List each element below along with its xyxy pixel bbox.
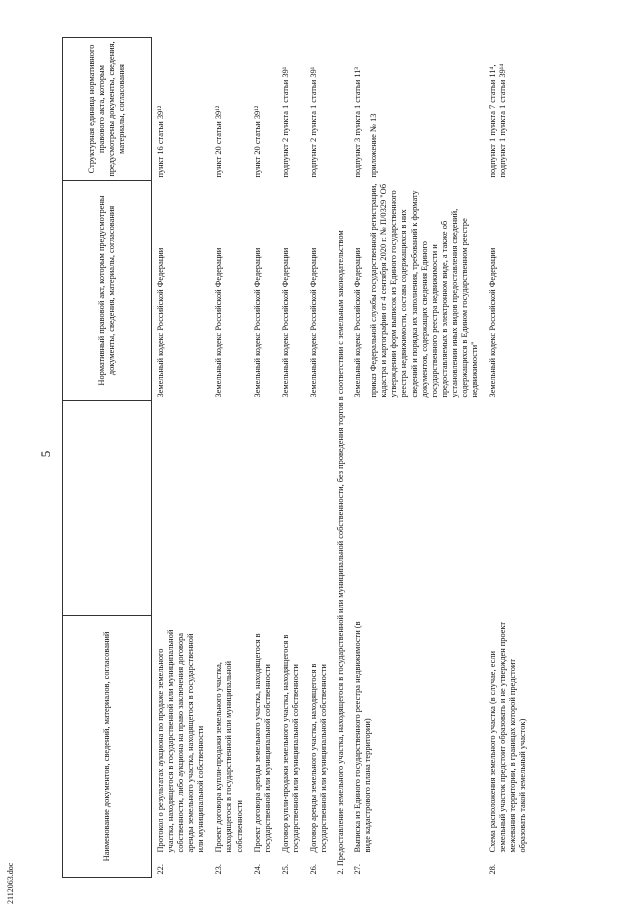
row-number: 23. xyxy=(214,864,224,875)
header-name: Наименование документов, сведений, материалов, согласований xyxy=(63,616,152,878)
row-number: 22. xyxy=(156,864,165,875)
row-number: 26. xyxy=(308,864,318,875)
row-act: Земельный кодекс Российской Федерации xyxy=(214,247,224,398)
row-number: 28. xyxy=(488,864,498,875)
row-unit: пункт 20 статьи 39¹² xyxy=(252,105,262,178)
table-row xyxy=(152,38,211,878)
footer-filename xyxy=(4,862,32,904)
row-act xyxy=(349,181,484,401)
row-act: Земельный кодекс Российской Федерации xyxy=(252,247,262,398)
header-act: Нормативный правовой акт, которым предусмотрены документы, сведения, материалы, согласования xyxy=(63,181,152,401)
page-number: 5 xyxy=(38,450,53,458)
row-act: Земельный кодекс Российской Федерации xyxy=(156,247,165,398)
rotated-table-container xyxy=(62,38,610,878)
header-unit: Структурная единица нормативного правового акта, которым предусмотрены документы, сведения, материалы, согласования xyxy=(63,38,152,181)
row-name: Проект договора купли-продажи земельного участка, находящегося в государственной или муниципальной собственности xyxy=(214,661,244,853)
table-row xyxy=(210,38,248,878)
table-row xyxy=(349,38,484,878)
row-unit: подпункт 2 пункта 1 статьи 39¹ xyxy=(280,66,290,178)
row-unit: пункт 16 статьи 39¹² xyxy=(156,105,165,178)
row-unit-secondary: приложение № 13 xyxy=(369,113,379,178)
table-row xyxy=(249,38,277,878)
table-row xyxy=(277,38,305,878)
row-number: 25. xyxy=(280,864,290,875)
row-name: Договор аренды земельного участка, находящегося в государственной или муниципальной собственности xyxy=(308,663,329,853)
row-act-primary: Земельный кодекс Российской Федерации xyxy=(353,247,363,398)
row-unit-primary: подпункт 3 пункта 1 статьи 11³ xyxy=(353,67,363,178)
row-number: 27. xyxy=(353,864,363,875)
row-act: Земельный кодекс Российской Федерации xyxy=(488,247,498,398)
row-name: Протокол о результатах аукциона по продаже земельного участка, находящегося в государственной или муниципальной собственности, либо аукциона на право заключения договора аренды земельного участка, находящегося в государственной или муниципальной собственности xyxy=(156,629,206,853)
row-unit: подпункт 2 пункта 1 статьи 39¹ xyxy=(308,66,318,178)
footer-text: 2112063.doc xyxy=(6,862,15,904)
row-act-secondary: приказ Федеральной службы государственной регистрации, кадастра и картографии от 4 сентября 2020 г. № П/0329 "Об утверждении форм выписок из Единого государственного реестра недвижимости, состава содержащихся в них сведений и порядка их заполнения, требований к формату документов, содержащих сведения Единого государственного реестра недвижимости и предоставляемых в электронном виде, а также об установлении иных видов предоставления сведений, содержащихся в Едином государственном реестре недвижимости" xyxy=(369,183,480,398)
section-heading: 2. Предоставление земельного участка, находящегося в государственной или муниципальной собственности, без проведения торгов в соответствии с земельным законодательством xyxy=(336,230,346,875)
table-header xyxy=(63,38,152,878)
row-unit: подпункт 1 пункта 7 статьи 11⁴, подпункт 1 пункта 1 статьи 39¹⁴ xyxy=(488,63,508,178)
table-row xyxy=(484,38,532,878)
documents-table xyxy=(62,37,532,878)
row-act: Земельный кодекс Российской Федерации xyxy=(280,247,290,398)
row-name: Схема расположения земельного участка (в случае, если земельный участок предстоит образовать и не утвержден проект межевания территории, в границах которой предстоит образовать такой земельный участок) xyxy=(488,621,528,853)
row-name: Выписка из Единого государственного реестра недвижимости (в виде кадастрового плана территории) xyxy=(353,621,373,853)
table-row xyxy=(305,38,333,878)
row-name: Проект договора аренды земельного участка, находящегося в государственной или муниципальной собственности xyxy=(252,633,272,853)
row-act: Земельный кодекс Российской Федерации xyxy=(308,247,318,398)
row-name: Договор купли-продажи земельного участка, находящегося в государственной или муниципальной собственности xyxy=(280,634,300,853)
section-row xyxy=(333,38,349,878)
row-unit xyxy=(349,38,484,181)
header-empty xyxy=(63,401,152,616)
row-unit: пункт 20 статьи 39¹² xyxy=(214,105,224,178)
row-number: 24. xyxy=(252,864,262,875)
